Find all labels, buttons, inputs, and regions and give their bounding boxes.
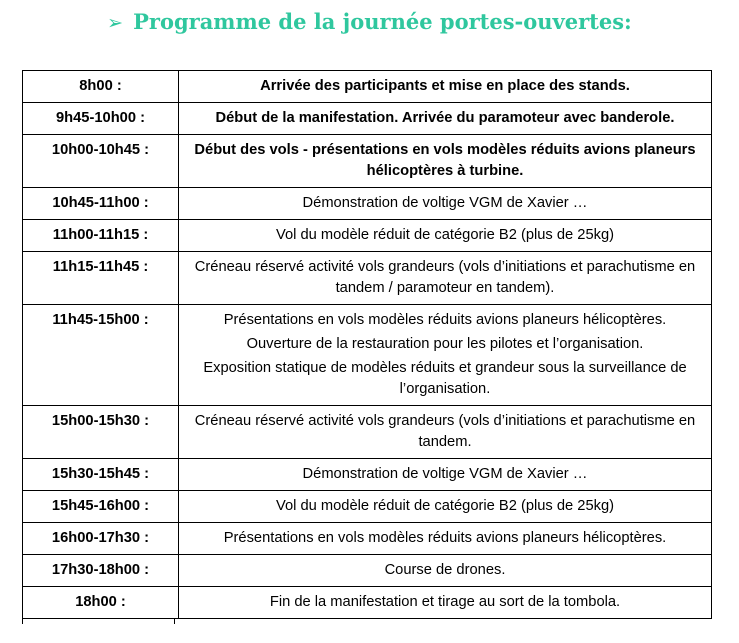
time-cell: 17h30-18h00 : [23,555,179,587]
table-row [23,305,712,406]
table-bottom-stub [22,619,23,624]
schedule-table [22,70,712,619]
event-text: Course de drones. [384,562,506,578]
table-row [23,220,712,252]
time-cell: 8h00 : [23,71,179,103]
time-cell: 11h00-11h15 : [23,220,179,252]
event-cell [179,188,712,220]
event-text: Présentations en vols modèles réduits avions planeurs hélicoptères. [223,312,667,328]
table-row [23,252,712,305]
time-cell: 11h45-15h00 : [23,305,179,406]
event-cell [179,555,712,587]
event-text: Fin de la manifestation et tirage au sort de la tombola. [269,594,621,610]
event-cell [179,491,712,523]
table-row [23,587,712,619]
event-text: Démonstration de voltige VGM de Xavier … [302,466,588,482]
page-title [0,9,739,34]
event-cell [179,220,712,252]
table-row [23,406,712,459]
time-cell: 16h00-17h30 : [23,523,179,555]
event-text: Arrivée des participants et mise en place des stands. [260,78,630,94]
table-row [23,523,712,555]
event-cell [179,459,712,491]
time-cell: 11h15-11h45 : [23,252,179,305]
table-row [23,491,712,523]
event-text: Début de la manifestation. Arrivée du paramoteur avec banderole. [215,110,675,126]
table-bottom-stub [174,619,175,624]
event-cell [179,71,712,103]
time-cell: 15h00-15h30 : [23,406,179,459]
event-cell [179,523,712,555]
event-text: Vol du modèle réduit de catégorie B2 (plus de 25kg) [275,227,615,243]
time-cell: 10h00-10h45 : [23,135,179,188]
table-row [23,71,712,103]
table-row [23,459,712,491]
arrow-bullet-icon: ➢ [107,12,124,34]
event-text: Créneau réservé activité vols grandeurs (vols d’initiations et parachutisme en tandem. [194,413,696,450]
page-title-text: Programme de la journée portes-ouvertes: [133,9,632,34]
time-cell: 15h45-16h00 : [23,491,179,523]
table-row [23,555,712,587]
event-cell [179,305,712,406]
schedule-table-body [23,71,712,619]
time-cell: 10h45-11h00 : [23,188,179,220]
event-cell [179,135,712,188]
event-text: Démonstration de voltige VGM de Xavier … [302,195,588,211]
event-cell [179,587,712,619]
event-text: Vol du modèle réduit de catégorie B2 (plus de 25kg) [275,498,615,514]
table-row [23,103,712,135]
event-cell [179,406,712,459]
event-text: Début des vols - présentations en vols modèles réduits avions planeurs hélicoptères à turbine. [194,142,696,179]
event-cell [179,252,712,305]
time-cell: 15h30-15h45 : [23,459,179,491]
event-cell [179,103,712,135]
time-cell: 18h00 : [23,587,179,619]
time-cell: 9h45-10h00 : [23,103,179,135]
event-text: Ouverture de la restauration pour les pilotes et l’organisation. [246,336,644,352]
table-row [23,188,712,220]
table-row [23,135,712,188]
event-text: Créneau réservé activité vols grandeurs (vols d’initiations et parachutisme en tandem / paramoteur en tandem). [194,259,696,296]
event-text: Exposition statique de modèles réduits et grandeur sous la surveillance de l’organisation. [203,360,687,397]
event-text: Présentations en vols modèles réduits avions planeurs hélicoptères. [223,530,667,546]
